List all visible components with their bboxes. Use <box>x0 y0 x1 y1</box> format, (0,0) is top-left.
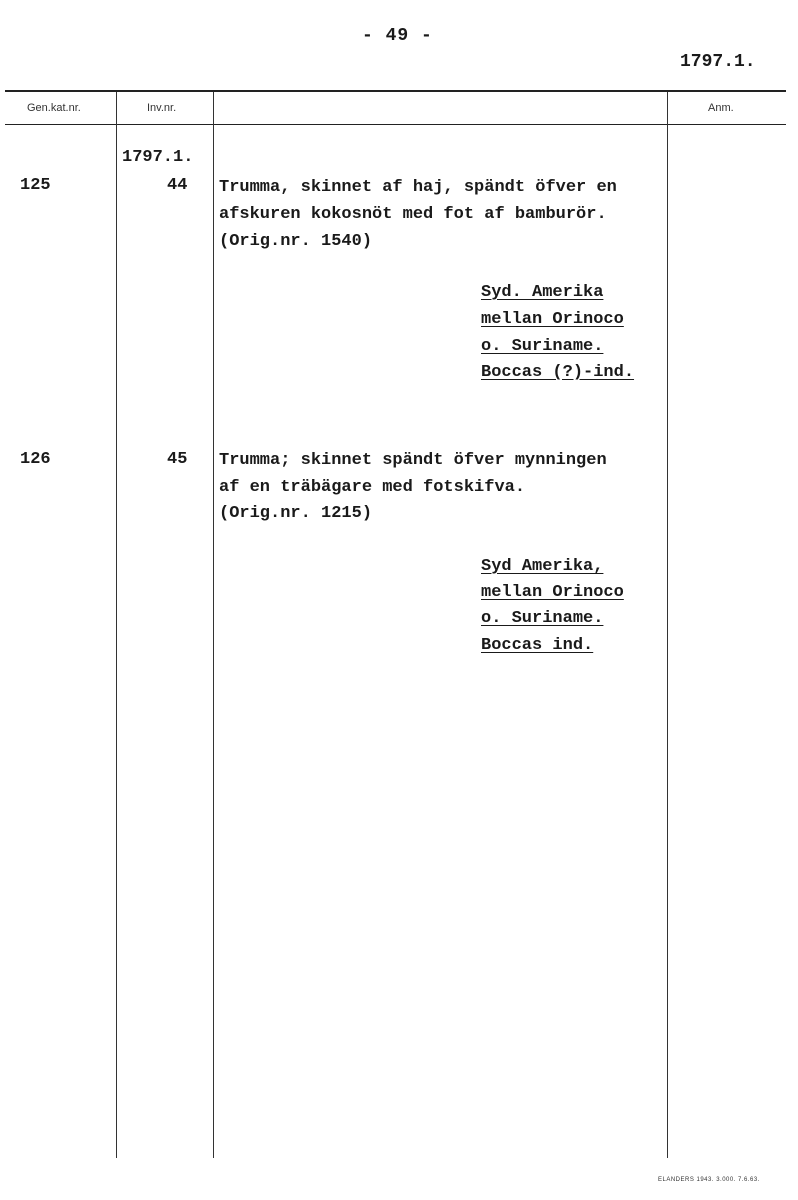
gen-kat-nr: 125 <box>20 176 51 195</box>
description-line: (Orig.nr. 1540) <box>219 232 373 251</box>
description-line: af en träbägare med fotskifva. <box>219 478 526 497</box>
description-line: (Orig.nr. 1215) <box>219 504 373 523</box>
provenance-line: mellan Orinoco <box>481 583 624 602</box>
collection-marker: 1797.1. <box>122 148 194 167</box>
page-number: - 49 - <box>362 26 433 46</box>
catalog-number-header: 1797.1. <box>680 52 756 72</box>
provenance-line: Boccas (?)-ind. <box>481 363 635 382</box>
inv-nr: 45 <box>167 450 188 469</box>
table-top-rule <box>5 90 786 92</box>
provenance-line: Syd Amerika, <box>481 557 604 576</box>
table-header-rule <box>5 124 786 125</box>
provenance-line: mellan Orinoco <box>481 310 624 329</box>
provenance-line: o. Suriname. <box>481 337 604 356</box>
description-line: Trumma, skinnet af haj, spändt öfver en <box>219 178 617 197</box>
column-header-inv-nr: Inv.nr. <box>147 102 177 114</box>
column-divider-2 <box>213 92 214 1158</box>
provenance-line: Boccas ind. <box>481 636 594 655</box>
provenance-line: o. Suriname. <box>481 609 604 628</box>
provenance-line: Syd. Amerika <box>481 283 604 302</box>
column-divider-1 <box>116 92 117 1158</box>
printer-imprint: ELANDERS 1943. 3.000. 7.6.63. <box>658 1177 760 1183</box>
description-line: Trumma; skinnet spändt öfver mynningen <box>219 451 607 470</box>
gen-kat-nr: 126 <box>20 450 51 469</box>
column-divider-3 <box>667 92 668 1158</box>
column-header-gen-kat-nr: Gen.kat.nr. <box>27 102 81 114</box>
column-header-anm: Anm. <box>708 102 734 114</box>
description-line: afskuren kokosnöt med fot af bamburör. <box>219 205 607 224</box>
inv-nr: 44 <box>167 176 188 195</box>
